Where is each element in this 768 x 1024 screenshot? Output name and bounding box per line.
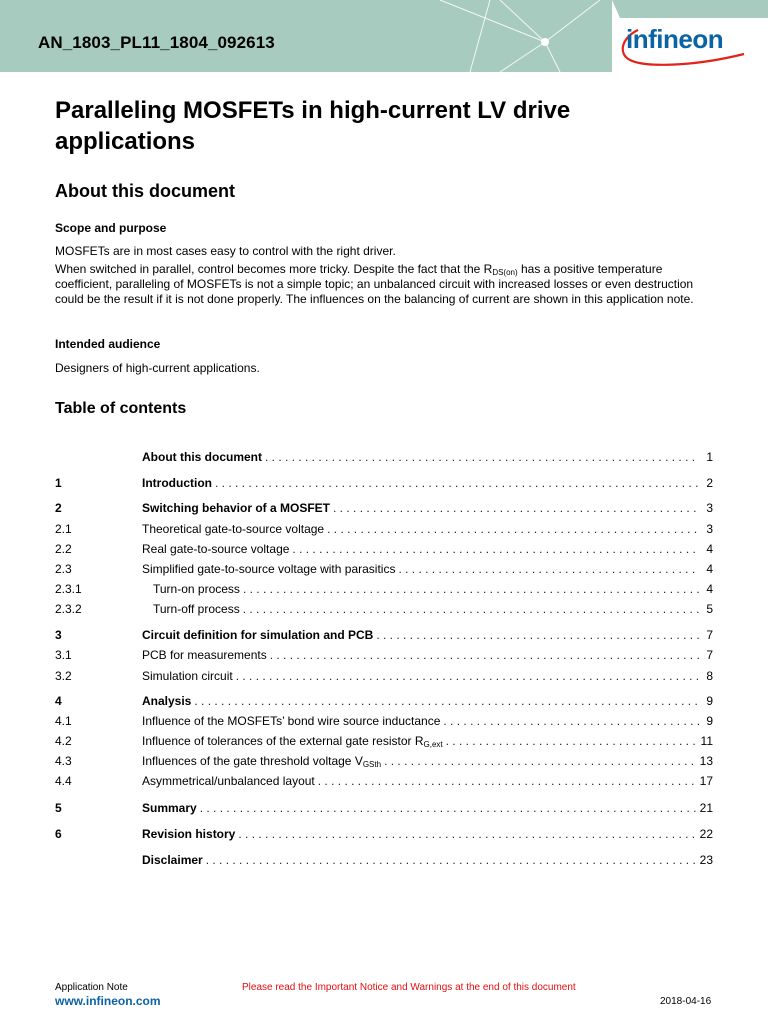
toc-leader [215,475,699,491]
toc-label: Theoretical gate-to-source voltage [142,522,325,536]
toc-label: Summary [142,801,197,815]
toc-leader [446,733,698,749]
toc-page: 13 [699,754,713,768]
toc-leader [327,521,699,537]
toc-number: 3.1 [55,648,72,662]
toc-entry[interactable] [55,581,713,597]
toc-label: Turn-on process [153,582,240,596]
toc-leader [243,581,699,597]
footer-notice: Please read the Important Notice and Warnings at the end of this document [242,982,576,993]
toc-page: 3 [706,522,713,536]
toc-number: 3 [55,628,62,642]
footer-url-link[interactable]: www.infineon.com [55,994,161,1008]
scope-paragraph-2: When switched in parallel, control becomes more tricky. Despite the fact that the $R_{DS(on)}$ has a positive temperature coefficient, paralleling of MOSFETs is not a simple topic; an unbalanced circuit with increased losses or even destruction could be the result if it is not done properly. The influences on the balancing of current are shown in this application note. [55,262,694,306]
toc-entry[interactable] [55,647,713,663]
logo-text: infineon [626,24,724,54]
toc-number: 6 [55,827,62,841]
toc-entry[interactable] [55,541,713,557]
toc-leader [236,668,699,684]
toc-entry[interactable] [55,449,713,465]
toc-page: 11 [700,734,713,748]
scope-paragraph-1: MOSFETs are in most cases easy to control with the right driver. [55,244,396,258]
toc-page: 9 [706,714,713,728]
toc-entry[interactable] [55,693,713,709]
toc-number: 2.3 [55,562,72,576]
toc-leader [206,852,697,868]
toc-leader [194,693,699,709]
toc-page: 4 [706,582,713,596]
toc-label: Simulation circuit [142,669,233,683]
toc-number: 4.1 [55,714,72,728]
toc-number: 4 [55,694,62,708]
toc-entry[interactable] [55,826,713,842]
page-title: Paralleling MOSFETs in high-current LV drive applications [55,97,571,155]
toc-label: Asymmetrical/unbalanced layout [142,774,315,788]
audience-text: Designers of high-current applications. [55,361,260,375]
toc-entry[interactable] [55,800,713,816]
toc-leader [398,561,699,577]
toc-page: 22 [699,827,713,841]
toc-page: 7 [706,628,713,642]
toc-entry[interactable] [55,521,713,537]
toc-page: 21 [699,801,713,815]
toc-entry[interactable] [55,475,713,491]
toc-page: 9 [706,694,713,708]
toc-number: 2.2 [55,542,72,556]
toc-leader [333,500,699,516]
toc-entry[interactable] [55,668,713,684]
toc-leader [265,449,699,465]
toc-page: 23 [699,853,713,867]
toc-leader [376,627,699,643]
toc-page: 4 [706,562,713,576]
toc-page: 2 [706,476,713,490]
toc-number: 5 [55,801,62,815]
toc-page: 4 [706,542,713,556]
toc-label: Analysis [142,694,192,708]
audience-heading: Intended audience [55,337,161,351]
toc-label: Switching behavior of a MOSFET [142,501,331,515]
toc-number: 2 [55,501,62,515]
toc-leader [384,753,697,769]
toc-number: 4.3 [55,754,72,768]
toc-entry[interactable] [55,500,713,516]
toc-number: 2.3.1 [55,582,82,596]
toc-leader [200,800,697,816]
toc-heading: Table of contents [55,400,187,417]
toc-leader [243,601,699,617]
scope-heading: Scope and purpose [55,221,167,235]
toc-label: Influences of the gate threshold voltage $V_{GSth}$ [142,754,382,769]
toc-leader [292,541,699,557]
toc-label: Introduction [142,476,212,490]
toc-entry[interactable] [55,733,713,749]
toc-page: 5 [706,602,713,616]
toc-page: 7 [706,648,713,662]
toc-entry[interactable] [55,627,713,643]
toc-label: About this document [142,450,262,464]
infineon-logo[interactable] [616,20,750,70]
toc-label: Revision history [142,827,236,841]
toc-leader [270,647,699,663]
toc-leader [238,826,696,842]
toc-label: Real gate-to-source voltage [142,542,290,556]
toc-entry[interactable] [55,773,713,789]
toc-page: 8 [706,669,713,683]
toc-entry[interactable] [55,713,713,729]
toc-label: PCB for measurements [142,648,267,662]
footer-date: 2018-04-16 [660,996,712,1007]
toc-entry[interactable] [55,601,713,617]
toc-label: Influence of tolerances of the external gate resistor $R_{G,ext}$ [142,734,443,749]
footer-doc-type: Application Note [55,982,128,993]
toc-entry[interactable] [55,753,713,769]
toc-leader [318,773,697,789]
toc-label: Disclaimer [142,853,203,867]
toc-entry[interactable] [55,561,713,577]
toc-label: Circuit definition for simulation and PCB [142,628,374,642]
toc-number: 2.1 [55,522,72,536]
toc-number: 2.3.2 [55,602,82,616]
toc-number: 4.2 [55,734,72,748]
document-id: AN_1803_PL11_1804_092613 [38,33,275,52]
toc-number: 3.2 [55,669,72,683]
toc-entry[interactable] [55,852,713,868]
toc-page: 1 [706,450,713,464]
toc-page: 17 [699,774,713,788]
toc-leader [443,713,699,729]
about-heading: About this document [55,181,235,201]
toc-label: Influence of the MOSFETs’ bond wire source inductance [142,714,441,728]
toc-number: 1 [55,476,62,490]
toc-page: 3 [706,501,713,515]
toc-number: 4.4 [55,774,72,788]
toc-label: Turn-off process [153,602,240,616]
toc-label: Simplified gate-to-source voltage with parasitics [142,562,396,576]
